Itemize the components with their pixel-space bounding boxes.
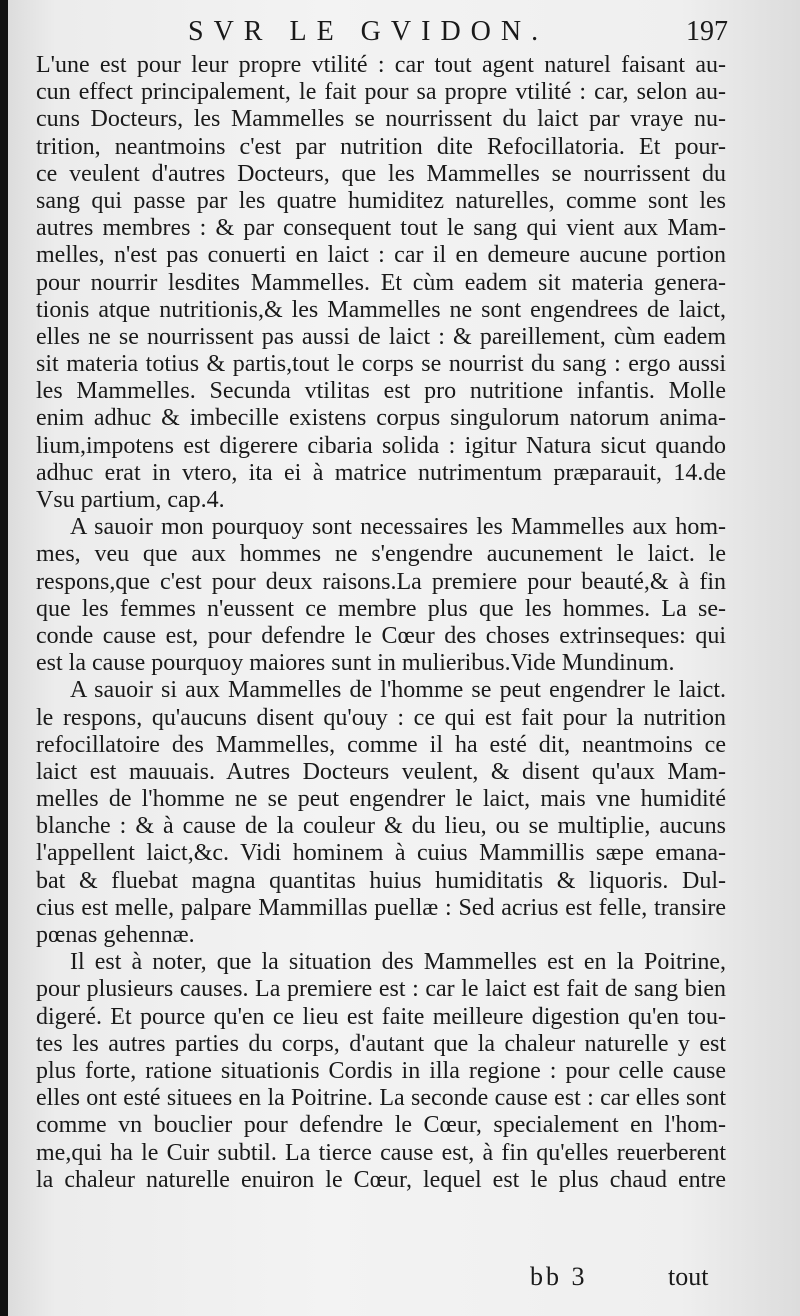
text-line: respons,que c'est pour deux raisons.La premiere pour beauté,& à fin [36, 568, 726, 595]
running-title: SVR LE GVIDON. [188, 16, 549, 47]
text-line: trition, neantmoins c'est par nutrition dite Refocillatoria. Et pour- [36, 133, 726, 160]
text-line: cius est melle, palpare Mammillas puellæ : Sed acrius est felle, transire [36, 894, 726, 921]
text-line: lium,impotens est digerere cibaria solida : igitur Natura sicut quando [36, 432, 726, 459]
text-line: la chaleur naturelle enuiron le Cœur, lequel est le plus chaud entre [36, 1166, 726, 1193]
text-line: elles ont esté situees en la Poitrine. La seconde cause est : car elles sont [36, 1085, 726, 1112]
text-line: A sauoir si aux Mammelles de l'homme se peut engendrer le laict. [70, 677, 726, 704]
text-line: Il est à noter, que la situation des Mammelles est en la Poitrine, [70, 949, 726, 976]
body-text [36, 52, 726, 1194]
text-line: cun effect principalement, le fait pour sa propre vtilité : car, selon au- [36, 79, 726, 106]
text-line: cuns Docteurs, les Mammelles se nourrissent du laict par vraye nu- [36, 106, 726, 133]
text-line: laict est mauuais. Autres Docteurs veulent, & disent qu'aux Mam- [36, 758, 726, 785]
text-line: pour nourrir lesdites Mammelles. Et cùm eadem sit materia genera- [36, 269, 726, 296]
text-line: melles, n'est pas conuerti en laict : car il en demeure aucune portion [36, 242, 726, 269]
text-line: autres membres : & par consequent tout le sang qui vient aux Mam- [36, 215, 726, 242]
signature-mark: bb 3 [530, 1262, 588, 1291]
text-line: pœnas gehennæ. [36, 922, 195, 948]
text-line: comme vn bouclier pour defendre le Cœur, specialement en l'hom- [36, 1112, 726, 1139]
book-page [8, 0, 800, 1316]
text-line: mes, veu que aux hommes ne s'engendre aucunement le laict. le [36, 541, 726, 568]
catchword: tout [668, 1262, 709, 1291]
page-footer [8, 1262, 800, 1296]
text-line: sang qui passe par les quatre humiditez naturelles, comme sont les [36, 187, 726, 214]
text-line: elles ne se nourrissent pas aussi de laict : & pareillement, cùm eadem [36, 323, 726, 350]
text-line: sit materia totius & partis,tout le corps se nourrist du sang : ergo aussi [36, 351, 726, 378]
text-line: blanche : & à cause de la couleur & du lieu, ou se multiplie, aucuns [36, 813, 726, 840]
text-line: les Mammelles. Secunda vtilitas est pro nutritione infantis. Molle [36, 378, 726, 405]
text-line: refocillatoire des Mammelles, comme il ha esté dit, neantmoins ce [36, 731, 726, 758]
text-line: adhuc erat in vtero, ita ei à matrice nutrimentum præparauit, 14.de [36, 459, 726, 486]
text-line: tes les autres parties du corps, d'autant que la chaleur naturelle y est [36, 1030, 726, 1057]
text-line: Vsu partium, cap.4. [36, 487, 225, 513]
text-line: bat & fluebat magna quantitas huius humiditatis & liquoris. Dul- [36, 867, 726, 894]
page-header [8, 16, 800, 50]
text-line: A sauoir mon pourquoy sont necessaires les Mammelles aux hom- [70, 514, 726, 541]
text-line: tionis atque nutritionis,& les Mammelles ne sont engendrees de laict, [36, 296, 726, 323]
text-line: conde cause est, pour defendre le Cœur des choses extrinseques: qui [36, 622, 726, 649]
text-line: que les femmes n'eussent ce membre plus que les hommes. La se- [36, 595, 726, 622]
text-line: ce veulent d'autres Docteurs, que les Mammelles se nourrissent du [36, 160, 726, 187]
text-line: pour plusieurs causes. La premiere est : car le laict est fait de sang bien [36, 976, 726, 1003]
text-line: plus forte, ratione situationis Cordis in illa regione : pour celle cause [36, 1057, 726, 1084]
page-number: 197 [686, 16, 728, 47]
text-line: l'appellent laict,&c. Vidi hominem à cuius Mammillis sæpe emana- [36, 840, 726, 867]
text-line: me,qui ha le Cuir subtil. La tierce cause est, à fin qu'elles reuerberent [36, 1139, 726, 1166]
text-line: est la cause pourquoy maiores sunt in mulieribus.Vide Mundinum. [36, 650, 675, 677]
text-line: L'une est pour leur propre vtilité : car tout agent naturel faisant au- [36, 52, 726, 78]
text-line: digeré. Et pource qu'en ce lieu est faite meilleure digestion qu'en tou- [36, 1003, 726, 1030]
text-line: le respons, qu'aucuns disent qu'ouy : ce qui est fait pour la nutrition [36, 704, 726, 731]
text-line: enim adhuc & imbecille existens corpus singulorum natorum anima- [36, 405, 726, 432]
text-line: melles de l'homme ne se peut engendrer le laict, mais vne humidité [36, 786, 726, 813]
